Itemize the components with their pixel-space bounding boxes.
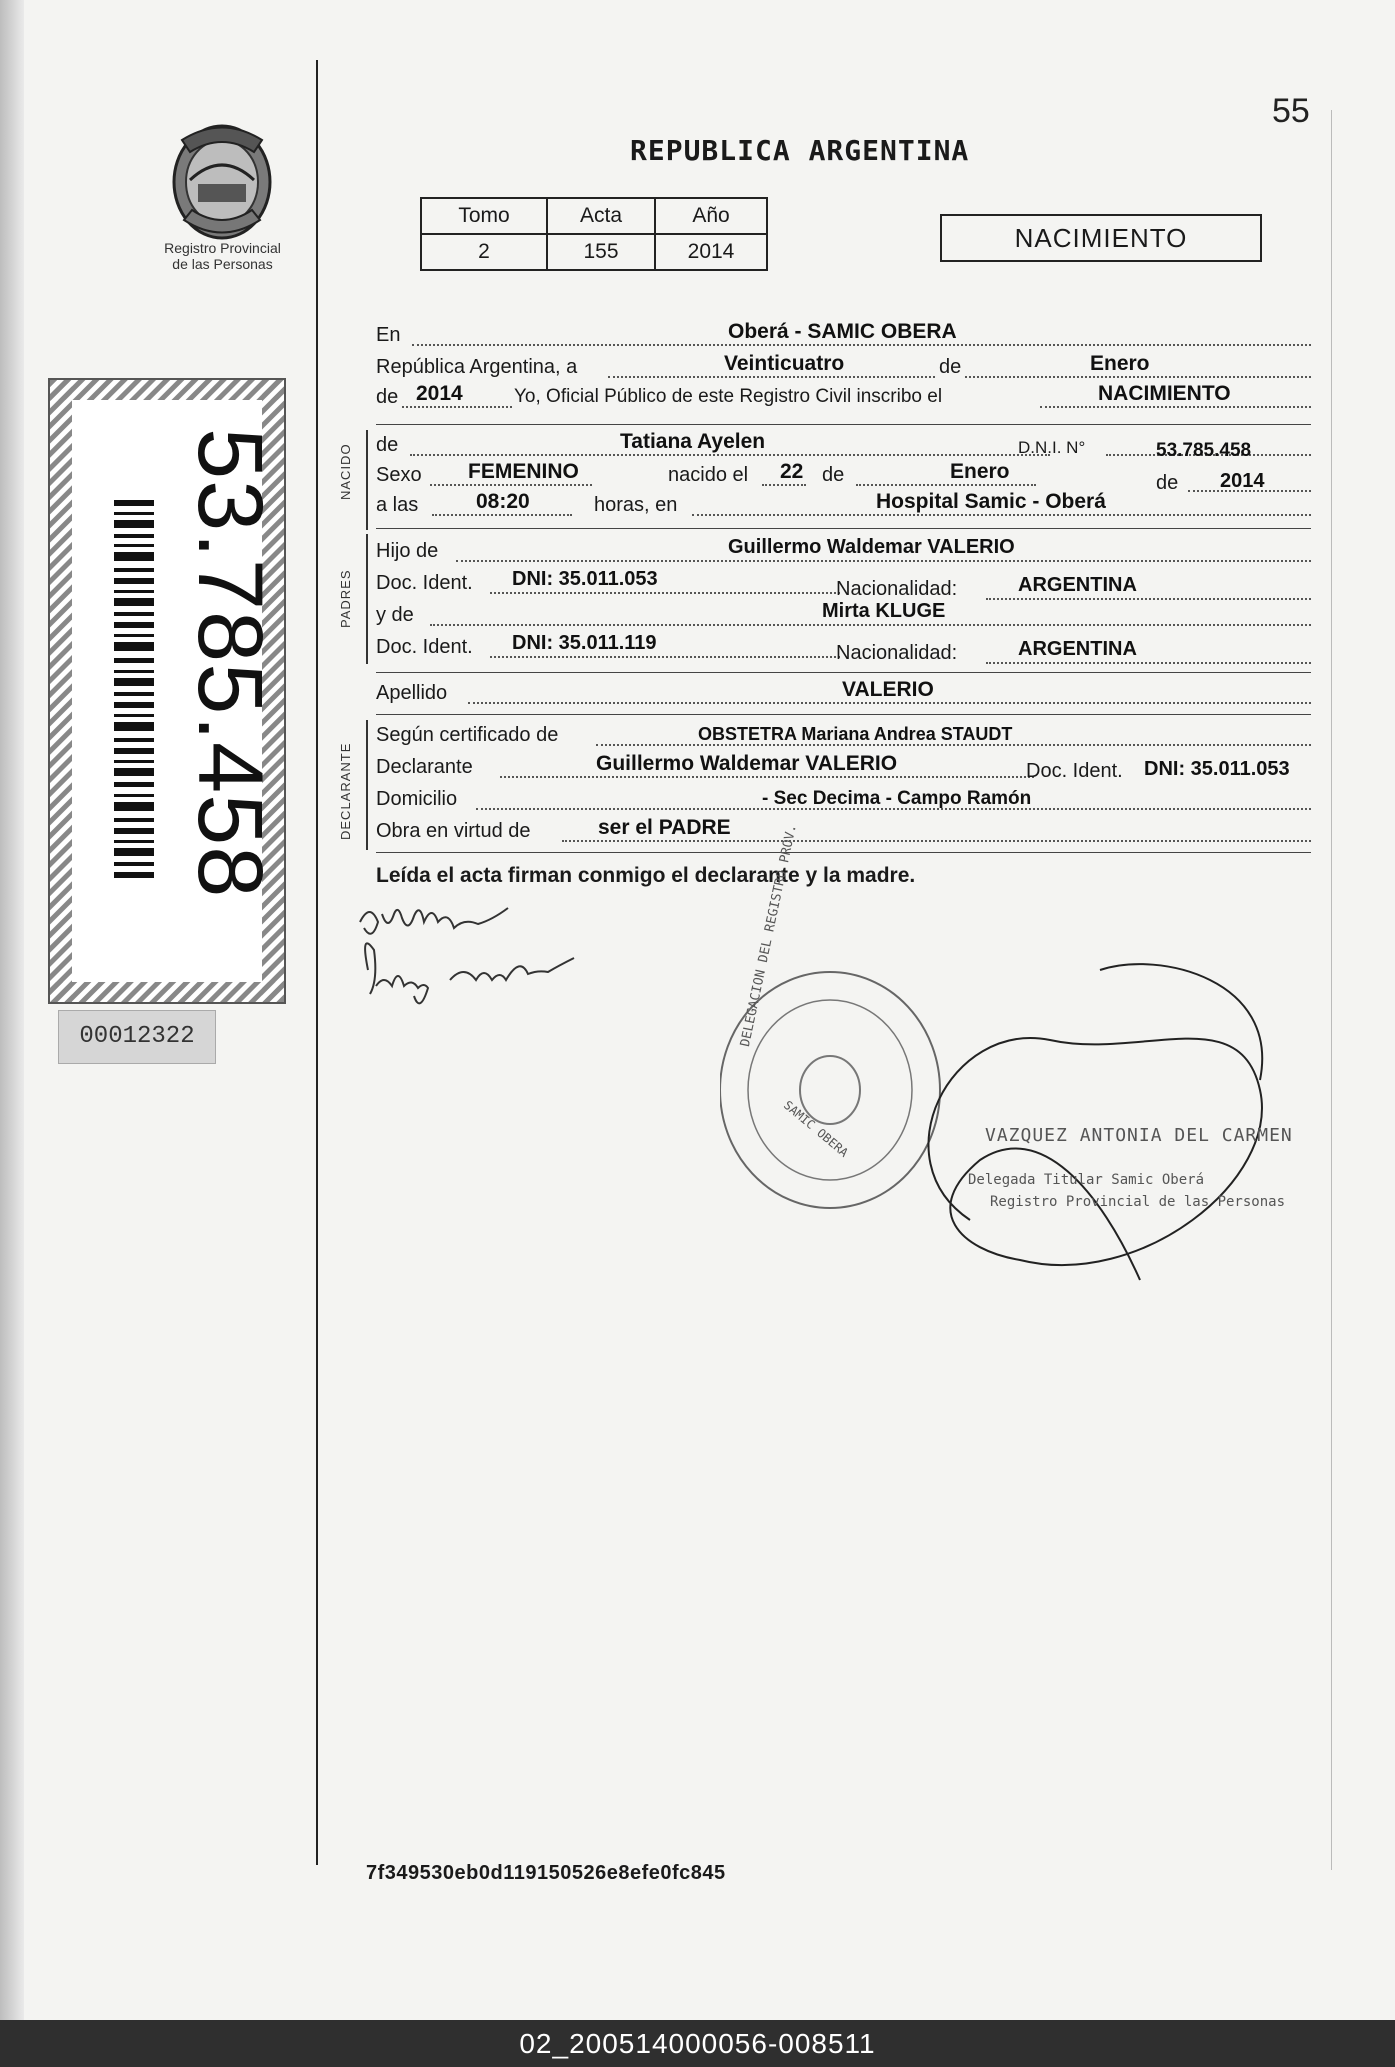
dotted-line (986, 662, 1311, 664)
en-label: En (376, 324, 401, 346)
document-type-box: NACIMIENTO (940, 214, 1262, 262)
declarante-section-label: DECLARANTE (338, 742, 353, 840)
closing-statement: Leída el acta firman conmigo el declarante y la madre. (376, 864, 916, 887)
certificado-label: Según certificado de (376, 724, 559, 746)
page-title: REPUBLICA ARGENTINA (630, 134, 970, 167)
lugar-inscripcion-value: Oberá - SAMIC OBERA (728, 320, 957, 343)
row-doc-padre (376, 570, 1311, 598)
doc-madre-label: Doc. Ident. (376, 636, 473, 658)
y-de-label: y de (376, 604, 414, 626)
header-anio: Año (655, 198, 767, 234)
tipo-inscripcion-value: NACIMIENTO (1098, 382, 1231, 405)
document-hash: 7f349530eb0d119150526e8efe0fc845 (366, 1862, 726, 1884)
dotted-line (410, 454, 1050, 456)
dotted-line (412, 344, 1311, 346)
obra-value: ser el PADRE (598, 816, 731, 839)
dotted-line (856, 484, 1036, 486)
row-y-de (376, 602, 1311, 630)
row-hora (376, 492, 1311, 520)
hora-label: a las (376, 494, 419, 516)
dotted-line (456, 560, 1311, 562)
doc-madre-value: DNI: 35.011.119 (512, 632, 657, 654)
row-declarante (376, 754, 1311, 782)
dotted-line (500, 776, 1034, 778)
madre-nombre-value: Mirta KLUGE (822, 600, 946, 622)
domicilio-label: Domicilio (376, 788, 458, 810)
row-nombre (376, 432, 1311, 460)
barcode-number: 53.785.458 (179, 428, 281, 899)
value-anio: 2014 (655, 234, 767, 270)
anio-prefix-label: de (376, 386, 399, 408)
lugar-nacimiento-value: Hospital Samic - Oberá (876, 490, 1106, 513)
dotted-line (430, 484, 592, 486)
row-certificado (376, 722, 1311, 750)
dotted-line (762, 484, 806, 486)
dotted-line (692, 514, 1311, 516)
de-label: de (936, 356, 964, 379)
row-hijo-de (376, 538, 1311, 566)
declarante-section-bar (366, 720, 368, 850)
control-number-sticker: 00012322 (58, 1010, 216, 1064)
crest-label-line2: de las Personas (172, 256, 273, 272)
dia-value: Veinticuatro (724, 352, 845, 375)
seal-ring-bottom: SAMIC OBERA (781, 1098, 851, 1160)
declarante-doc-label: Doc. Ident. (1026, 760, 1123, 782)
nacido-mes-value: Enero (950, 460, 1010, 483)
registry-table-header (421, 198, 767, 234)
handwritten-signatures (330, 890, 660, 1020)
declarante-doc-value: DNI: 35.011.053 (1144, 758, 1290, 780)
officer-name: VAZQUEZ ANTONIA DEL CARMEN (985, 1125, 1293, 1146)
padres-section-bar (366, 534, 368, 664)
nacionalidad-padre-label: Nacionalidad: (836, 578, 958, 600)
header-tomo: Tomo (421, 198, 547, 234)
certificado-value: OBSTETRA Mariana Andrea STAUDT (698, 724, 1013, 744)
nacido-de2-label: de (1156, 472, 1179, 494)
apellido-label: Apellido (376, 682, 448, 704)
obra-label: Obra en virtud de (376, 820, 531, 842)
dotted-line (490, 592, 840, 594)
domicilio-value: - Sec Decima - Campo Ramón (762, 788, 1032, 809)
hora-value: 08:20 (476, 490, 530, 513)
row-obra (376, 818, 1311, 846)
row-anio (376, 384, 1311, 412)
section-divider (376, 672, 1311, 673)
dni-label: D.N.I. N° (1018, 438, 1086, 457)
nacido-de-label: de (822, 464, 845, 486)
right-margin-line (1331, 110, 1332, 1870)
inscribo-text: Yo, Oficial Público de este Registro Civil inscribo el (514, 386, 943, 407)
mes-value: Enero (1090, 352, 1150, 375)
row-sexo (376, 460, 1311, 494)
row-apellido (376, 680, 1311, 708)
registry-table-row (421, 234, 767, 270)
section-divider (376, 424, 1311, 425)
registry-crest-label (130, 240, 315, 272)
doc-padre-value: DNI: 35.011.053 (512, 568, 658, 590)
section-divider (376, 528, 1311, 529)
provincial-crest-logo (162, 110, 282, 250)
dotted-line (490, 656, 840, 658)
apellido-value: VALERIO (842, 678, 934, 701)
value-tomo: 2 (421, 234, 547, 270)
page-number: 55 (1272, 92, 1310, 130)
anio-value: 2014 (416, 382, 463, 405)
dotted-line (402, 406, 512, 408)
nacido-dia-value: 22 (780, 460, 804, 483)
nacionalidad-padre-value: ARGENTINA (1018, 574, 1137, 596)
barcode-sticker (48, 378, 286, 1004)
horas-en-label: horas, en (594, 494, 678, 516)
padre-nombre-value: Guillermo Waldemar VALERIO (728, 536, 1015, 558)
dotted-line (986, 598, 1311, 600)
republica-label: República Argentina, a (376, 356, 578, 378)
sexo-label: Sexo (376, 464, 422, 486)
nacionalidad-madre-value: ARGENTINA (1018, 638, 1137, 660)
value-acta: 155 (547, 234, 655, 270)
row-doc-madre (376, 634, 1311, 662)
footer-file-id: 02_200514000056-008511 (519, 2028, 876, 2059)
row-en (376, 322, 1311, 350)
nacido-section-label: NACIDO (338, 443, 353, 500)
row-fecha (376, 354, 1311, 382)
nacido-anio-value: 2014 (1220, 470, 1265, 492)
header-acta: Acta (547, 198, 655, 234)
dotted-line (432, 514, 572, 516)
officer-title: Delegada Titular Samic Oberá (968, 1172, 1205, 1188)
section-divider (376, 852, 1311, 853)
dotted-line (1040, 406, 1311, 408)
declarante-label: Declarante (376, 756, 473, 778)
padres-section-label: PADRES (338, 569, 353, 628)
nacido-section-bar (366, 430, 368, 530)
margin-line (316, 60, 318, 1865)
doc-padre-label: Doc. Ident. (376, 572, 473, 594)
dotted-line (430, 624, 1311, 626)
nombre-value: Tatiana Ayelen (620, 430, 766, 453)
declarante-value: Guillermo Waldemar VALERIO (596, 752, 898, 775)
nacionalidad-madre-label: Nacionalidad: (836, 642, 958, 664)
page-edge-shadow (0, 0, 24, 2020)
dotted-line (468, 702, 1311, 704)
dni-value: 53.785.458 (1156, 440, 1252, 461)
nombre-label: de (376, 434, 399, 456)
sexo-value: FEMENINO (468, 460, 579, 483)
seal-ring-text: DELEGACION DEL REGISTRO PROV. (738, 822, 800, 1049)
row-domicilio (376, 786, 1311, 814)
hijo-de-label: Hijo de (376, 540, 439, 562)
nacido-label: nacido el (668, 464, 749, 486)
footer-bar (0, 2020, 1395, 2067)
registry-table (420, 197, 768, 271)
crest-label-line1: Registro Provincial (164, 240, 281, 256)
section-divider (376, 714, 1311, 715)
officer-office: Registro Provincial de las Personas (990, 1194, 1286, 1210)
dotted-line (562, 840, 1311, 842)
